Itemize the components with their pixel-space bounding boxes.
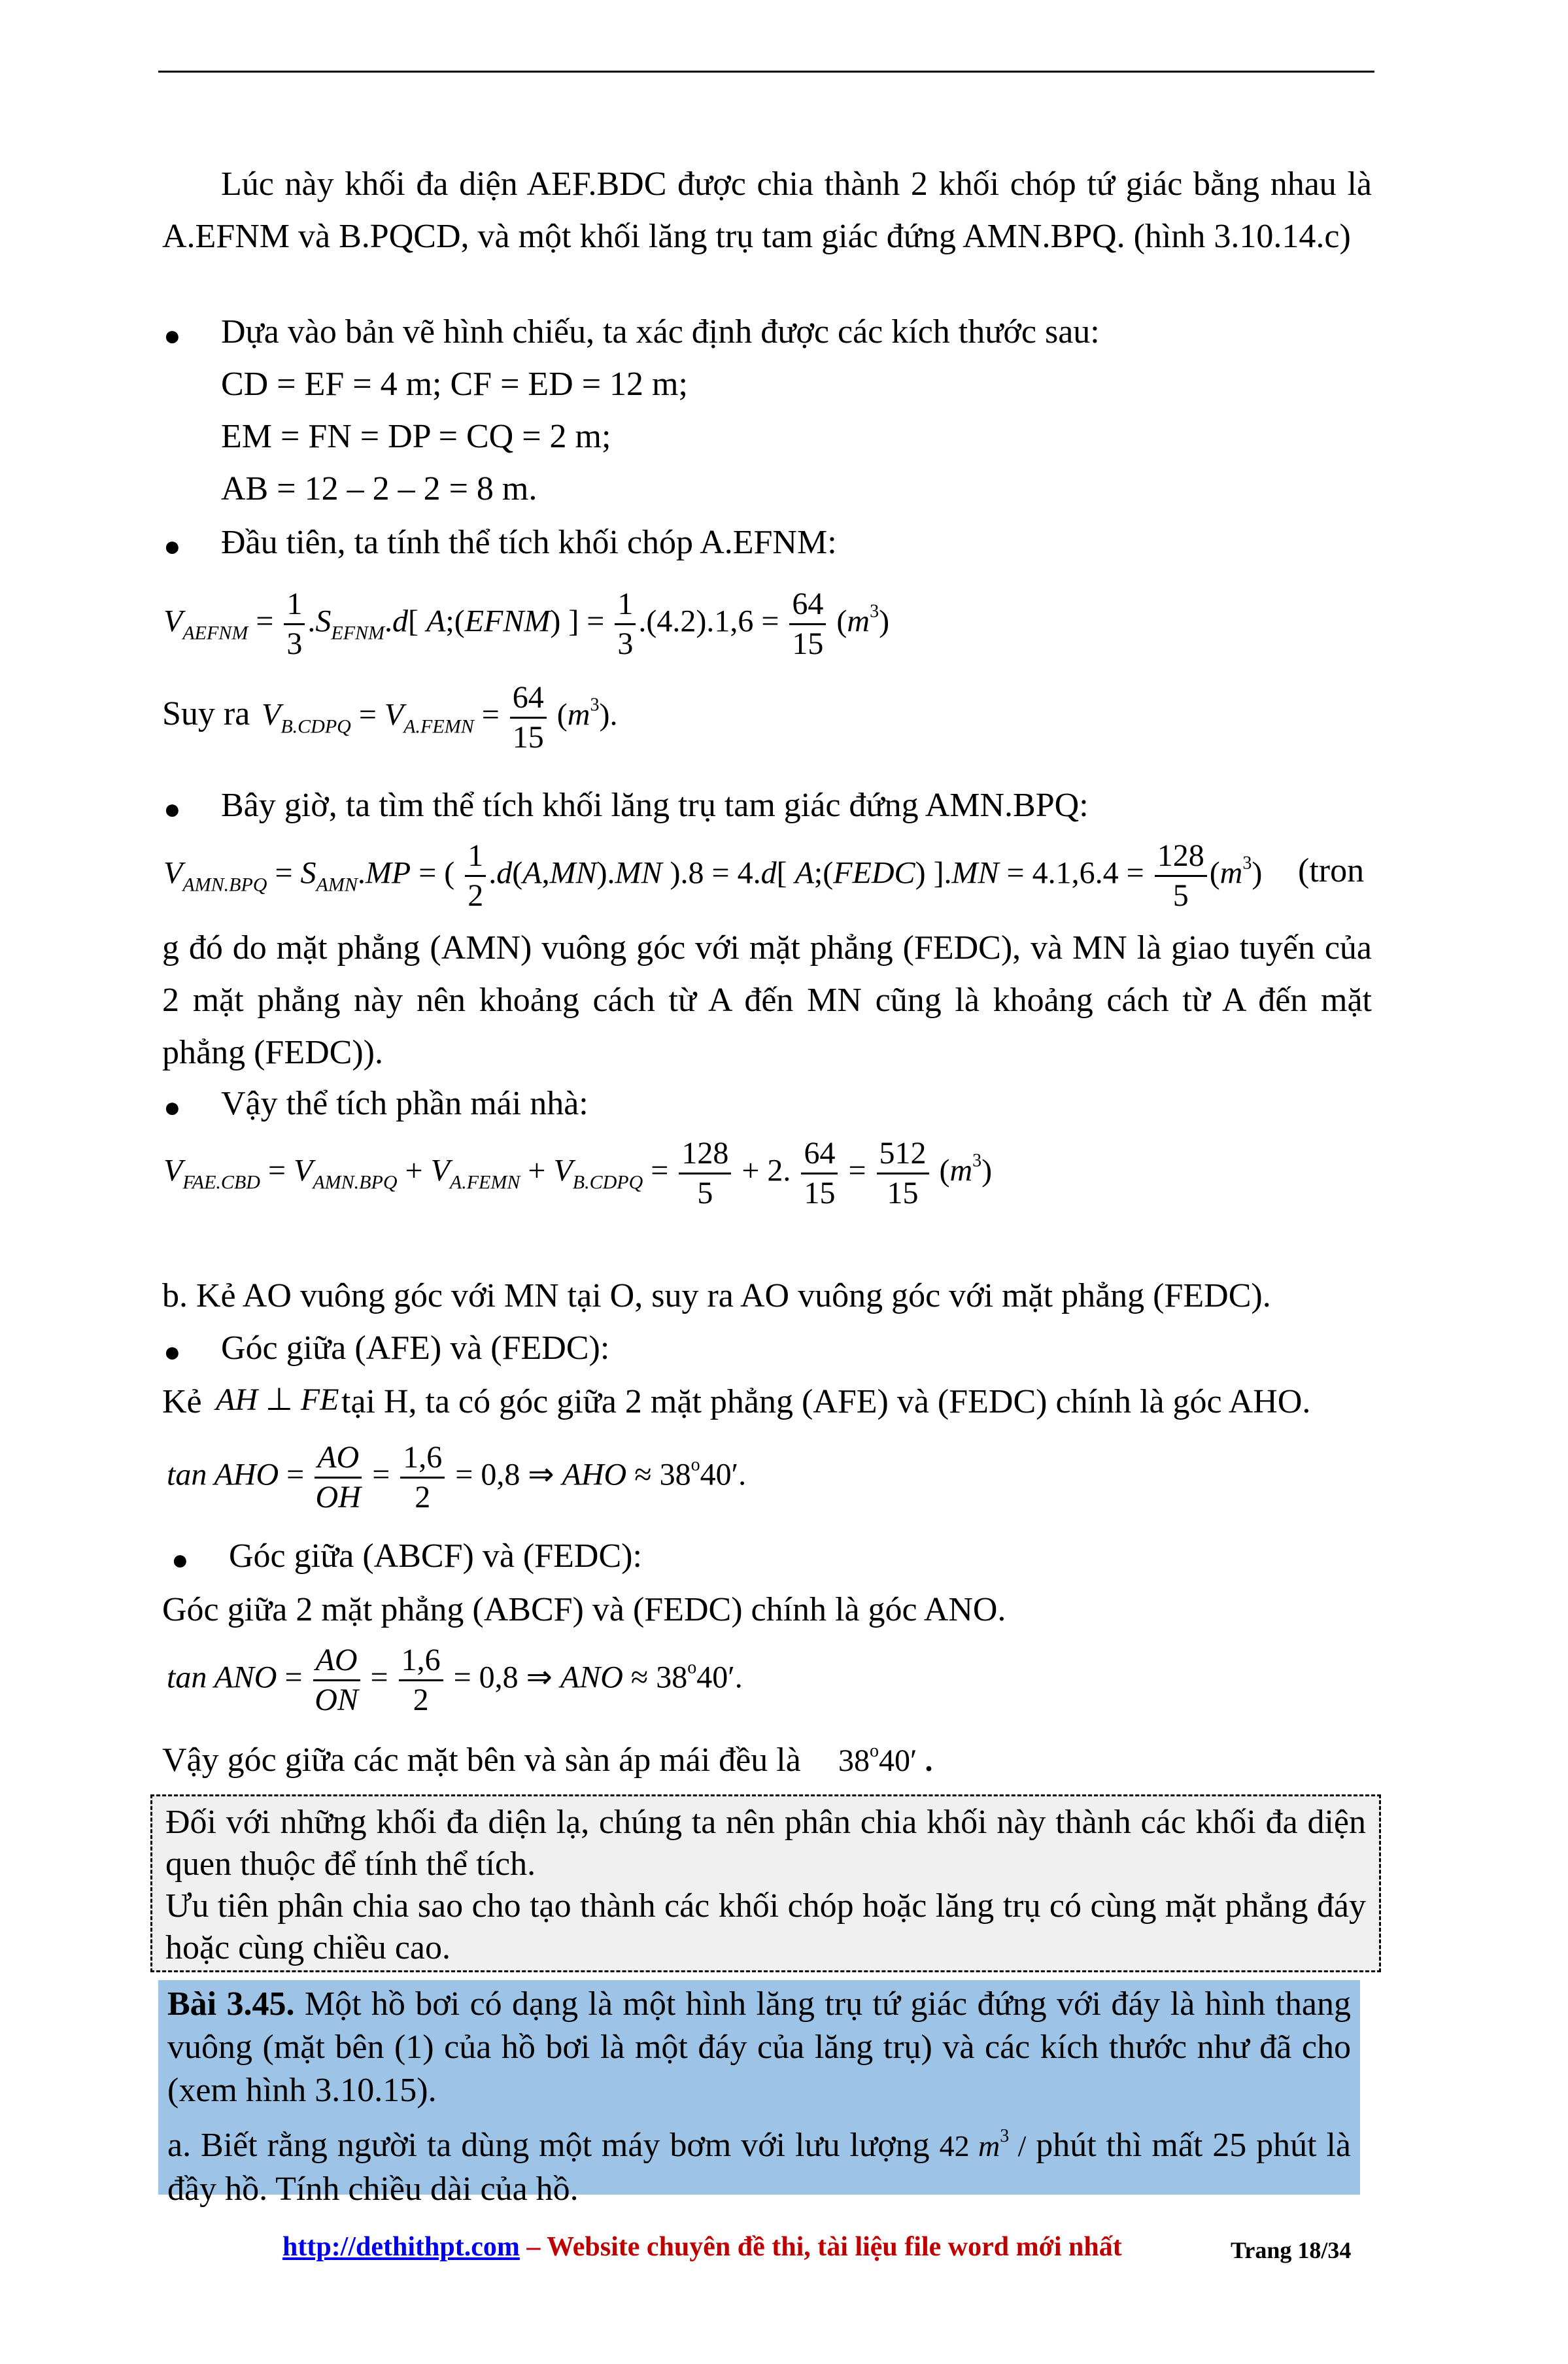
exercise-box	[158, 1980, 1360, 2208]
formula-roof-volume: $V_{FAE.CBD} = V_{AMN.BPQ} + V_{A.FEMN} + V_{B.CDPQ}$ = $\frac{128}{5}$ + 2. $\frac{64}{15}$ = $\frac{512}{15}$ $(m^3)$	[163, 1136, 993, 1210]
bullet-icon: ●	[163, 1336, 181, 1368]
dimension-line-1: CD = EF = 4 m; CF = ED = 12 m;	[221, 366, 688, 403]
footer-website-text: – Website chuyên đề thi, tài liệu file word mới nhất	[519, 2232, 1122, 2262]
bullet-dimensions: Dựa vào bản vẽ hình chiếu, ta xác định được các kích thước sau:	[221, 313, 1100, 351]
conclusion: Vậy góc giữa các mặt bên và sàn áp mái đều là	[162, 1741, 801, 1779]
exercise-part-a-suffix: phút thì mất 25 phút là đầy hồ. Tính chiều dài của hồ.	[167, 2127, 1351, 2208]
exercise-part-a	[167, 2115, 1351, 2211]
exercise-text: Một hồ bơi có dạng là một hình lăng trụ tứ giác đứng với đáy là hình thang vuông (mặt bên (1) của hồ bơi là một đáy của lăng trụ) và các kích thước như đã cho (xem hình 3.10.15).	[167, 1985, 1351, 2109]
formula-tan-ano: tan ANO = $\frac{AO}{ON}$ = $\frac{1,6}{2}$ = 0,8 ⇒ ANO ≈ $38^o40'$.	[167, 1643, 743, 1717]
note-paragraph-2: Ưu tiên phân chia sao cho tạo thành các khối chóp hoặc lăng trụ có cùng mặt phẳng đáy hoặc cùng chiều cao.	[165, 1887, 1366, 1966]
ke-statement: tại H, ta có góc giữa 2 mặt phẳng (AFE) và (FEDC) chính là góc AHO.	[341, 1383, 1311, 1420]
header-rule	[158, 71, 1374, 73]
bullet-icon: ●	[163, 530, 181, 562]
formula-equal-pyramids: $V_{B.CDPQ} = V_{A.FEMN}$ = $\frac{64}{15}$ $(m^3)$.	[262, 680, 618, 755]
dimension-line-2: EM = FN = DP = CQ = 2 m;	[221, 418, 611, 455]
formula-final-angle: 38$^o$40′ .	[838, 1741, 933, 1778]
exercise-statement	[167, 1983, 1351, 2112]
exercise-part-a-prefix: a. Biết rằng người ta dùng một máy bơm với lưu lượng	[167, 2127, 930, 2164]
exercise-flow-rate: 42 $m^3$ /	[939, 2126, 1027, 2163]
bullet-icon: ●	[163, 1091, 181, 1123]
note-paragraph-1: Đối với những khối đa diện lạ, chúng ta nên phân chia khối này thành các khối đa diện quen thuộc để tính thể tích.	[165, 1804, 1366, 1883]
bullet-roof-volume: Vậy thể tích phần mái nhà:	[221, 1085, 588, 1122]
footer-line	[282, 2231, 1122, 2263]
bullet-icon: ●	[171, 1544, 189, 1576]
explanation-paragraph: g đó do mặt phẳng (AMN) vuông góc với mặt phẳng (FEDC), và MN là giao tuyến của 2 mặt phẳng này nên khoảng cách từ A đến MN cũng là khoảng cách từ A đến mặt phẳng (FEDC)).	[162, 929, 1372, 1071]
dimension-line-3: AB = 12 – 2 – 2 = 8 m.	[221, 470, 537, 507]
page-number: Trang 18/34	[1231, 2237, 1352, 2263]
angle-ano-statement: Góc giữa 2 mặt phẳng (ABCF) và (FEDC) chính là góc ANO.	[162, 1591, 1006, 1628]
bullet-icon: ●	[163, 793, 181, 825]
wrapped-text-end: (tron	[1298, 852, 1365, 889]
bullet-pyramid-volume: Đầu tiên, ta tính thể tích khối chóp A.EFNM:	[221, 524, 837, 561]
footer-link[interactable]: http://dethithpt.com	[282, 2232, 520, 2262]
note-box	[150, 1794, 1381, 1972]
suy-ra-label: Suy ra	[162, 695, 250, 732]
exercise-label: Bài 3.45.	[167, 1985, 295, 2023]
bullet-angle-abcf: Góc giữa (ABCF) và (FEDC):	[229, 1537, 642, 1575]
formula-tan-aho: tan AHO = $\frac{AO}{OH}$ = $\frac{1,6}{2}$ = 0,8 ⇒ AHO ≈ $38^o40'$.	[167, 1440, 747, 1515]
formula-pyramid-volume: $V_{AEFNM}$ = $\frac{1}{3}$ $.S_{EFNM}.d$[ A;(EFNM) ] = $\frac{1}{3}$ .(4.2).1,6 = $\frac{64}{15}$ $(m^3)$	[163, 587, 890, 661]
part-b-statement: b. Kẻ AO vuông góc với MN tại O, suy ra AO vuông góc với mặt phẳng (FEDC).	[162, 1277, 1271, 1314]
formula-perpendicular: AH ⊥ FE	[216, 1382, 339, 1417]
bullet-angle-afe: Góc giữa (AFE) và (FEDC):	[221, 1329, 610, 1367]
ke-label: Kẻ	[162, 1383, 202, 1420]
bullet-icon: ●	[163, 320, 181, 352]
intro-paragraph: Lúc này khối đa diện AEF.BDC được chia thành 2 khối chóp tứ giác bằng nhau là A.EFNM và B.PQCD, và một khối lăng trụ tam giác đứng AMN.BPQ. (hình 3.10.14.c)	[162, 165, 1372, 255]
bullet-prism-volume: Bây giờ, ta tìm thể tích khối lăng trụ tam giác đứng AMN.BPQ:	[221, 787, 1089, 824]
formula-prism-volume: $V_{AMN.BPQ} = S_{AMN}.MP$ = ( $\frac{1}{2}$ .d(A,MN).MN ).8 = 4.d[ A;(FEDC) ].MN = 4.1,6.4 = $\frac{128}{5}$ $(m^3)$	[163, 838, 1263, 913]
